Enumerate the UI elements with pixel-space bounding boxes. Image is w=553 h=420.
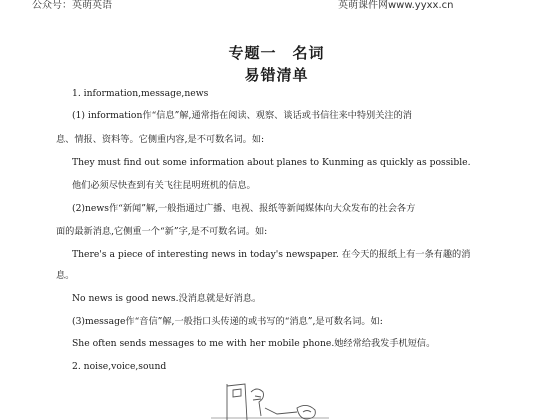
example-sentence: There's a piece of interesting news in today's newspaper. 在今天的报纸上有一条有趣的消 xyxy=(72,249,471,260)
sketch-illustration xyxy=(205,378,335,420)
paragraph-message: (3)message作“音信”解,一般指口头传递的或书写的“消息”,是可数名词。如: xyxy=(72,316,383,327)
example-sentence: No news is good news.没消息就是好消息。 xyxy=(72,293,262,304)
page-subtitle: 易错清单 xyxy=(244,66,309,84)
page-title: 专题一 名词 xyxy=(228,44,325,62)
paragraph-information-cont: 息、情报、资料等。它侧重内容,是不可数名词。如: xyxy=(56,134,265,145)
example-sentence-cont: 息。 xyxy=(56,270,75,281)
paragraph-news: (2)news作“新闻”解,一般指通过广播、电视、报纸等新闻媒体向大众发布的社会各方 xyxy=(72,203,416,214)
example-sentence-en: They must find out some information about planes to Kunming as quickly as possible. xyxy=(72,157,471,168)
example-sentence: She often sends messages to me with her mobile phone.她经常给我发手机短信。 xyxy=(72,338,436,349)
page-header-left: 公众号：英萌英语 xyxy=(32,0,112,11)
paragraph-information: (1) information作“信息”解,通常指在阅读、观察、谈话或书信往来中特别关注的消 xyxy=(72,110,412,121)
example-sentence-zh: 他们必须尽快查到有关飞往昆明班机的信息。 xyxy=(72,180,256,191)
page-header-right: 英萌课件网www.yyxx.cn xyxy=(338,0,454,11)
paragraph-news-cont: 面的最新消息,它侧重一个“新”字,是不可数名词。如: xyxy=(56,226,268,237)
section-heading-1: 1. information,message,news xyxy=(72,88,209,99)
section-heading-2: 2. noise,voice,sound xyxy=(72,361,167,372)
